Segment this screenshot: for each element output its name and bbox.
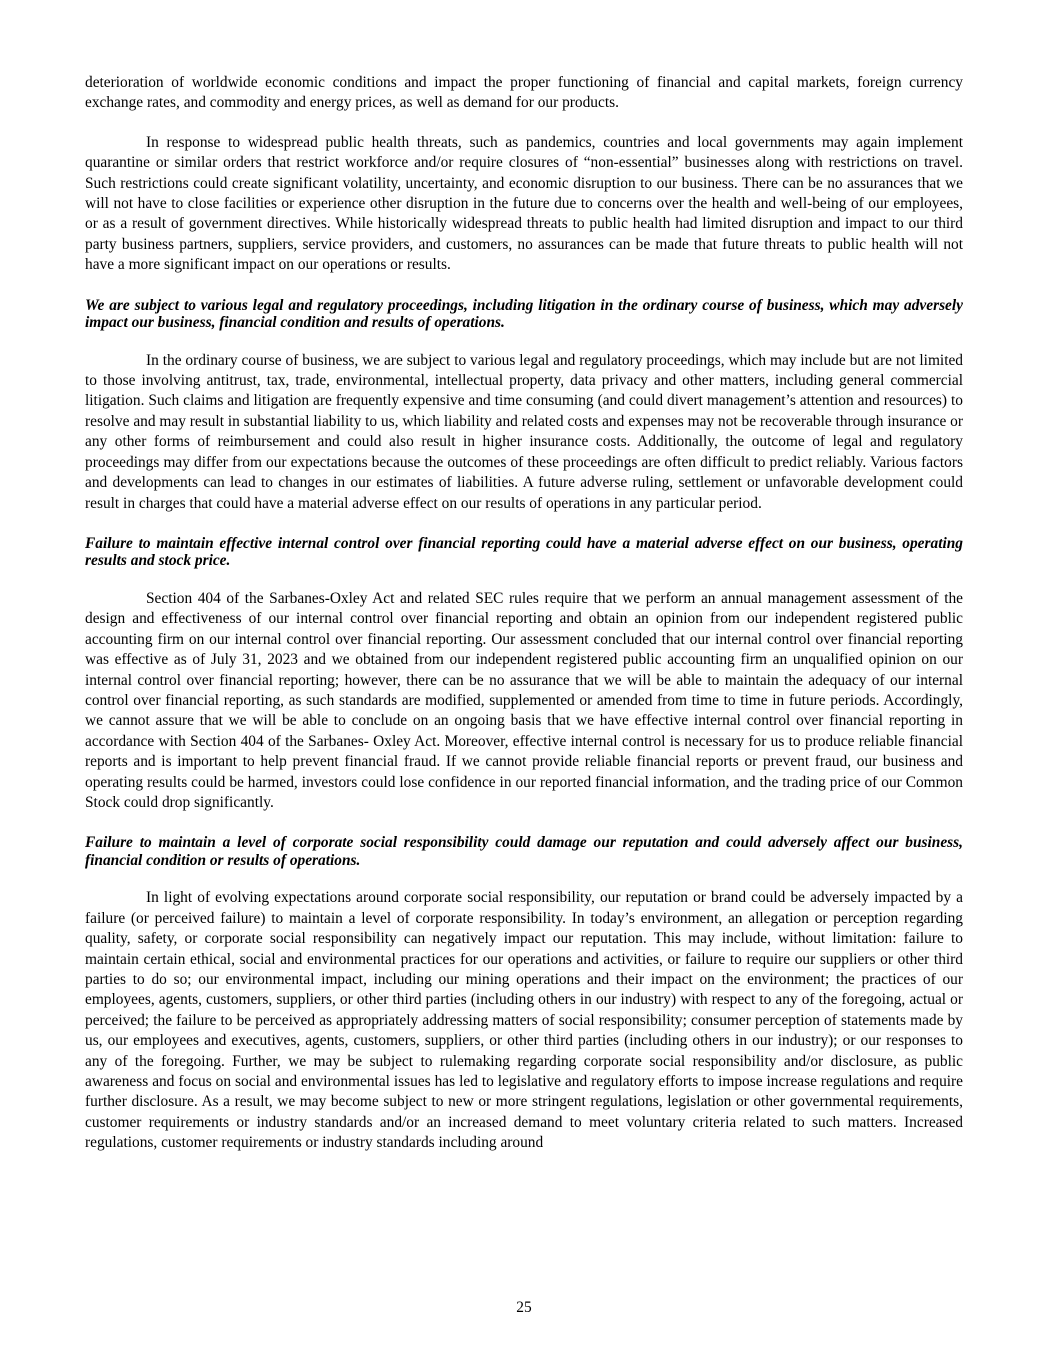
- section-heading-legal-proceedings: We are subject to various legal and regulatory proceedings, including litigation in the ordinary course of business, which may adversely impact our business, financial condition and results of operations.: [85, 296, 963, 332]
- body-paragraph-3: In the ordinary course of business, we are subject to various legal and regulatory proceedings, which may include but are not limited to those involving antitrust, tax, trade, environmental, intellectual property, data privacy and other matters, including general commercial litigation. Such claims and litigation are frequently expensive and time consuming (and could divert management’s attention and resources) to resolve and may result in substantial liability to us, which liability and related costs and expenses may not be recoverable through insurance or any other forms of reimbursement and could also result in higher insurance costs. Additionally, the outcome of legal and regulatory proceedings may differ from our expectations because the outcomes of these proceedings are often difficult to predict reliably. Various factors and developments can lead to changes in our estimates of liabilities. A future adverse ruling, settlement or unfavorable development could result in charges that could have a material adverse effect on our results of operations in any particular period.: [85, 351, 963, 512]
- section-heading-social-responsibility: Failure to maintain a level of corporate social responsibility could damage our reputation and could adversely affect our business, financial condition or results of operations.: [85, 834, 963, 869]
- document-page: [85, 73, 963, 1154]
- body-paragraph-5: In light of evolving expectations around corporate social responsibility, our reputation or brand could be adversely impacted by a failure (or perceived failure) to maintain a level of corporate responsibility. In today’s environment, an allegation or perception regarding quality, safety, or corporate social responsibility can negatively impact our reputation. This may include, without limitation: failure to maintain certain ethical, social and environmental practices for our operations and activities, or failure to require our suppliers or other third parties to do so; our environmental impact, including our mining operations and their impact on the environment; the practices of our employees, agents, customers, suppliers, or other third parties (including others in our industry) with respect to any of the foregoing, actual or perceived; the failure to be perceived as appropriately addressing matters of social responsibility; consumer perception of statements made by us, our employees and executives, agents, customers, suppliers, or other third parties (including others in our industry); or our responses to any of the foregoing. Further, we may be subject to rulemaking regarding corporate social responsibility and/or disclosure, as public awareness and focus on social and environmental issues has led to legislative and regulatory efforts to impose increase regulations and require further disclosure. As a result, we may become subject to new or more stringent regulations, legislation or other governmental requirements, customer requirements or industry standards and/or an increased demand to meet voluntary criteria related to such matters. Increased regulations, customer requirements or industry standards including around: [85, 889, 963, 1152]
- body-paragraph-1: deterioration of worldwide economic conditions and impact the proper functioning of financial and capital markets, foreign currency exchange rates, and commodity and energy prices, as well as demand for our products.: [85, 74, 963, 112]
- section-heading-internal-control: Failure to maintain effective internal control over financial reporting could have a material adverse effect on our business, operating results and stock price.: [85, 534, 963, 570]
- body-paragraph-2: In response to widespread public health threats, such as pandemics, countries and local governments may again implement quarantine or similar orders that restrict workforce and/or require closures of “non-essential” businesses along with restrictions on travel. Such restrictions could create significant volatility, uncertainty, and economic disruption to our business. There can be no assurances that we will not have to close facilities or experience other disruption in the future due to concerns over the health and well-being of our employees, or as a result of government directives. While historically widespread threats to public health had limited disruption and impact to our third party business partners, suppliers, service providers, and customers, no assurances can be made that future threats to public health will not have a more significant impact on our operations or results.: [85, 133, 963, 274]
- body-paragraph-4: Section 404 of the Sarbanes-Oxley Act and related SEC rules require that we perform an annual management assessment of the design and effectiveness of our internal control over financial reporting and obtain an opinion from our independent registered public accounting firm on our internal control over financial reporting. Our assessment concluded that our internal control over financial reporting was effective as of July 31, 2023 and we obtained from our independent registered public accounting firm an unqualified opinion on our internal control over financial reporting; however, there can be no assurance that we will be able to maintain the adequacy of our internal control over financial reporting, as such standards are modified, supplemented or amended from time to time in future periods. Accordingly, we cannot assure that we will be able to conclude on an ongoing basis that we have effective internal control over financial reporting in accordance with Section 404 of the Sarbanes- Oxley Act. Moreover, effective internal control is necessary for us to produce reliable financial reports and is important to help prevent financial fraud. If we cannot provide reliable financial reports or prevent fraud, our business and operating results could be harmed, investors could lose confidence in our reported financial information, and the trading price of our Common Stock could drop significantly.: [85, 589, 963, 811]
- page-number: 25: [516, 1299, 532, 1316]
